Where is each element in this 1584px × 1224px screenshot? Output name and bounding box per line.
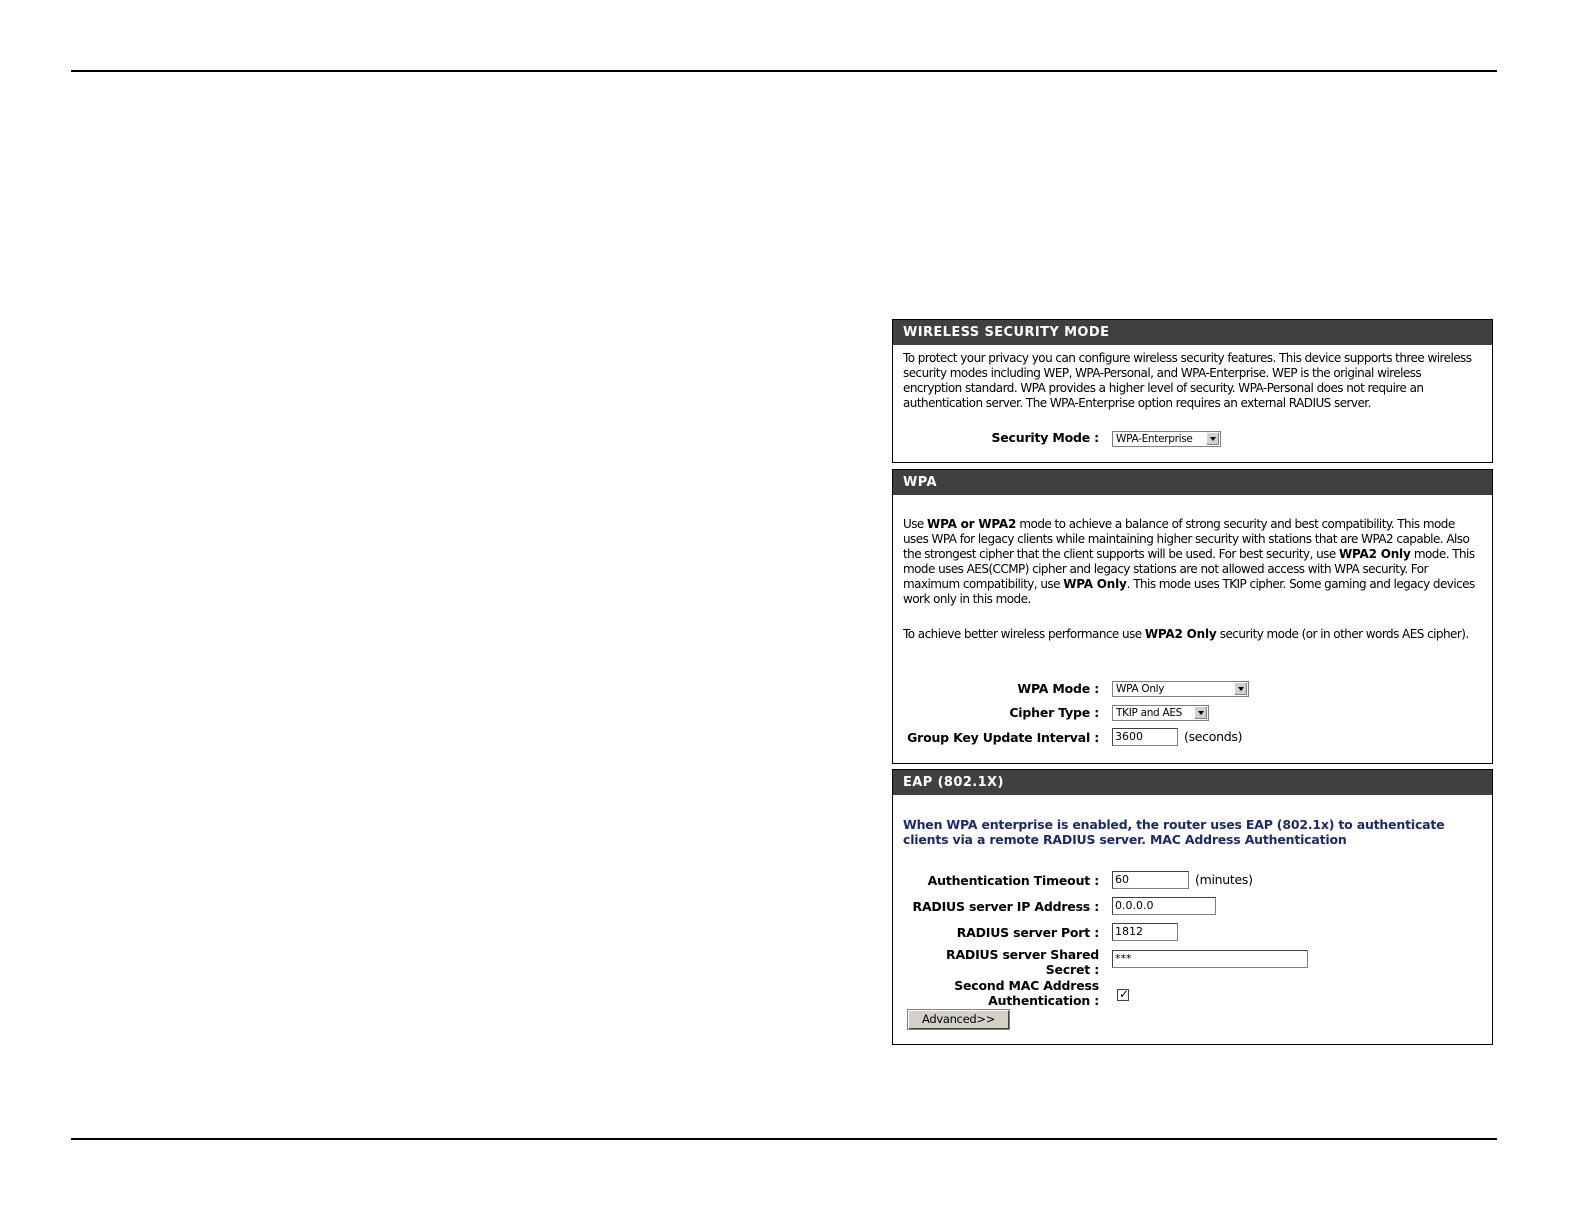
radius-ip-label: RADIUS server IP Address : (912, 899, 1099, 914)
chevron-down-icon[interactable] (1234, 683, 1247, 695)
check-icon: ✓ (1119, 987, 1130, 1001)
wireless-security-mode-panel (892, 319, 1493, 463)
second-mac-auth-checkbox[interactable] (1117, 989, 1129, 1001)
auth-timeout-label: Authentication Timeout : (927, 873, 1099, 888)
group-key-interval-label: Group Key Update Interval : (907, 730, 1099, 745)
security-mode-value: WPA-Enterprise (1116, 433, 1193, 445)
advanced-button[interactable]: Advanced>> (907, 1009, 1010, 1030)
cipher-type-label: Cipher Type : (1009, 705, 1099, 720)
security-mode-label: Security Mode : (991, 430, 1099, 445)
radius-ip-input[interactable]: 0.0.0.0 (1112, 897, 1216, 915)
seconds-unit: (seconds) (1184, 729, 1243, 744)
panel-header: WPA (893, 470, 1492, 495)
chevron-down-icon[interactable] (1206, 433, 1219, 445)
wpa-mode-select[interactable] (1112, 681, 1249, 697)
radius-port-input[interactable]: 1812 (1112, 923, 1178, 941)
eap-description: When WPA enterprise is enabled, the router uses EAP (802.1x) to authenticate clients via a remote RADIUS server. MAC Address Authentication (903, 817, 1445, 847)
auth-timeout-input[interactable]: 60 (1112, 871, 1189, 889)
cipher-type-value: TKIP and AES (1116, 707, 1183, 719)
chevron-down-icon[interactable] (1194, 707, 1207, 719)
wpa-description: Use WPA or WPA2 mode to achieve a balance of strong security and best compatibility. This mode uses WPA for legacy clients while maintaining higher security with stations that are WPA2 capable. Also the strongest cipher that the client supports will be used. For best security, use WPA2 Only mode. This mode uses AES(CCMP) cipher and legacy stations are not allowed access with WPA security. For maximum compatibility, use WPA Only. This mode uses TKIP cipher. Some gaming and legacy devices work only in this mode. (903, 517, 1475, 606)
radius-port-label: RADIUS server Port : (956, 925, 1099, 940)
cipher-type-select[interactable] (1112, 705, 1209, 721)
panel-header: EAP (802.1X) (893, 770, 1492, 795)
group-key-interval-input[interactable]: 3600 (1112, 728, 1178, 746)
wpa-mode-value: WPA Only (1116, 683, 1165, 695)
wpa-mode-label: WPA Mode : (1017, 681, 1099, 696)
minutes-unit: (minutes) (1195, 872, 1253, 887)
security-mode-select[interactable] (1112, 431, 1221, 447)
eap-panel (892, 769, 1493, 1045)
security-description: To protect your privacy you can configure wireless security features. This device supports three wireless security modes including WEP, WPA-Personal, and WPA-Enterprise. WEP is the original wireless encryption standard. WPA provides a higher level of security. WPA-Personal does not require an authentication server. The WPA-Enterprise option requires an external RADIUS server. (903, 351, 1472, 410)
wpa-performance-note: To achieve better wireless performance use WPA2 Only security mode (or in other words AES cipher). (903, 627, 1469, 641)
wpa-panel (892, 469, 1493, 764)
panel-header: WIRELESS SECURITY MODE (893, 320, 1492, 345)
second-mac-auth-label: Second MAC Address Authentication : (954, 978, 1099, 1008)
radius-secret-input[interactable]: *** (1112, 950, 1308, 968)
bottom-rule (71, 1138, 1497, 1140)
top-rule (71, 70, 1497, 72)
radius-secret-label: RADIUS server Shared Secret : (946, 947, 1099, 977)
